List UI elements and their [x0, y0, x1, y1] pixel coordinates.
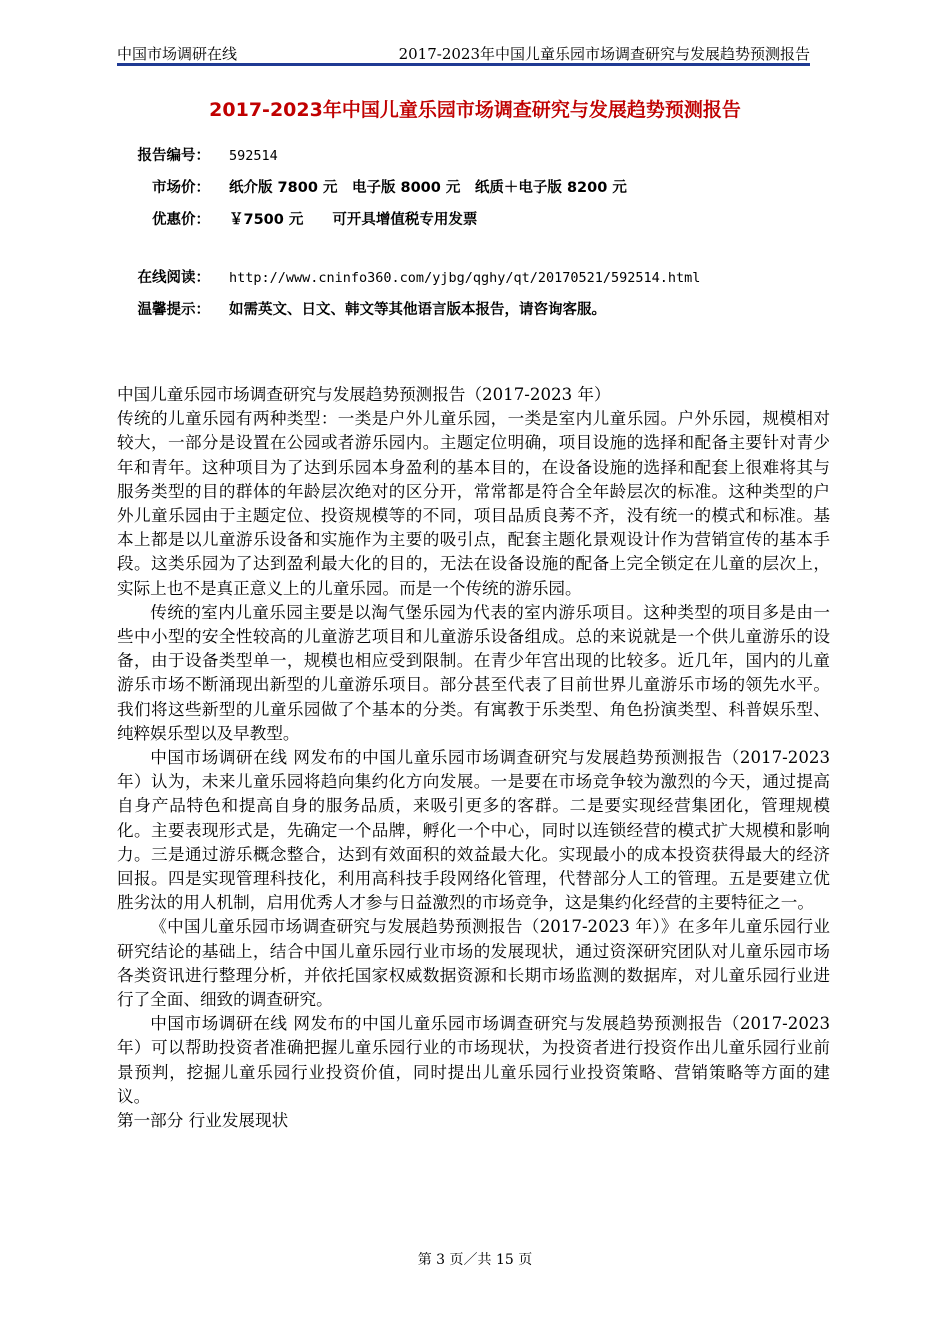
- online-reading-link[interactable]: http://www.cninfo360.com/yjbg/qghy/qt/20170521/592514.html: [229, 270, 701, 286]
- report-title: 2017-2023年中国儿童乐园市场调查研究与发展趋势预测报告: [209, 99, 741, 121]
- discount-price-row: [0, 208, 950, 232]
- report-number-label: 报告编号：: [137, 148, 210, 164]
- discount-price-label: 优惠价：: [152, 212, 210, 228]
- page-number: 第 3 页／共 15 页: [417, 1252, 533, 1268]
- report-body: [117, 383, 830, 1133]
- tip-value: 如需英文、日文、韩文等其他语言版本报告，请咨询客服。: [229, 302, 606, 318]
- online-reading-label: 在线阅读：: [137, 270, 210, 286]
- tip-label: 温馨提示：: [137, 302, 210, 318]
- report-number-value: 592514: [229, 148, 278, 164]
- report-number-row: [0, 144, 950, 168]
- market-price-value: 纸介版 7800 元 电子版 8000 元 纸质＋电子版 8200 元: [229, 180, 627, 196]
- body-paragraph: 传统的室内儿童乐园主要是以淘气堡乐园为代表的室内游乐项目。这种类型的项目多是由一些中小型的安全性较高的儿童游艺项目和儿童游乐设备组成。总的来说就是一个供儿童游乐的设备，由于设备类型单一，规模也相应受到限制。在青少年宫出现的比较多。近几年，国内的儿童游乐市场不断涌现出新型的儿童游乐项目。部分甚至代表了目前世界儿童游乐市场的领先水平。我们将这些新型的儿童乐园做了个基本的分类。有寓教于乐类型、角色扮演类型、科普娱乐型、纯粹娱乐型以及早教型。: [117, 602, 830, 743]
- body-paragraph: 中国市场调研在线 网发布的中国儿童乐园市场调查研究与发展趋势预测报告（2017-2023 年）认为，未来儿童乐园将趋向集约化方向发展。一是要在市场竞争较为激烈的今天，通过提高自身产品特色和提高自身的服务品质，来吸引更多的客群。二是要实现经营集团化，管理规模化。主要表现形式是，先确定一个品牌，孵化一个中心，同时以连锁经营的模式扩大规模和影响力。三是通过游乐概念整合，达到有效面积的效益最大化。实现最小的成本投资获得最大的经济回报。四是实现管理科技化，利用高科技手段网络化管理，代替部分人工的管理。五是要建立优胜劣汰的用人机制，启用优秀人才参与日益激烈的市场竞争，这是集约化经营的主要特征之一。: [117, 748, 830, 913]
- body-paragraph: 《中国儿童乐园市场调查研究与发展趋势预测报告（2017-2023 年）》在多年儿童乐园行业研究结论的基础上，结合中国儿童乐园行业市场的发展现状，通过资深研究团队对儿童乐园市场各类资讯进行整理分析，并依托国家权威数据资源和长期市场监测的数据库，对儿童乐园行业进行了全面、细致的调查研究。: [117, 917, 830, 1010]
- header-publisher: 中国市场调研在线: [117, 45, 238, 63]
- market-price-label: 市场价：: [152, 180, 210, 196]
- tip-row: [0, 298, 950, 322]
- header-report-title: 2017-2023年中国儿童乐园市场调查研究与发展趋势预测报告: [398, 45, 810, 63]
- body-heading: 中国儿童乐园市场调查研究与发展趋势预测报告（2017-2023 年）: [117, 385, 611, 404]
- market-price-row: [0, 176, 950, 200]
- online-reading-row: [0, 266, 950, 290]
- body-paragraph: 中国市场调研在线 网发布的中国儿童乐园市场调查研究与发展趋势预测报告（2017-2023 年）可以帮助投资者准确把握儿童乐园行业的市场现状，为投资者进行投资作出儿童乐园行业前景预判，挖掘儿童乐园行业投资价值，同时提出儿童乐园行业投资策略、营销策略等方面的建议。: [117, 1014, 830, 1106]
- section-heading: 第一部分 行业发展现状: [117, 1111, 289, 1131]
- body-paragraph: 传统的儿童乐园有两种类型：一类是户外儿童乐园，一类是室内儿童乐园。户外乐园，规模相对较大，一部分是设置在公园或者游乐园内。主题定位明确，项目设施的选择和配备主要针对青少年和青年。这种项目为了达到乐园本身盈利的基本目的，在设备设施的选择和配套上很难将其与服务类型的目的群体的年龄层次绝对的区分开，常常都是符合全年龄层次的标准。这种类型的户外儿童乐园由于主题定位、投资规模等的不同，项目品质良莠不齐，没有统一的模式和标准。基本上都是以儿童游乐设备和实施作为主要的吸引点，配套主题化景观设计作为营销宣传的基本手段。这类乐园为了达到盈利最大化的目的，无法在设备设施的配备上完全锁定在儿童的层次上，实际上也不是真正意义上的儿童乐园。而是一个传统的游乐园。: [117, 409, 830, 598]
- page-header: [117, 44, 810, 64]
- header-divider: [117, 63, 810, 66]
- discount-price-value: ￥7500 元 可开具增值税专用发票: [229, 212, 478, 228]
